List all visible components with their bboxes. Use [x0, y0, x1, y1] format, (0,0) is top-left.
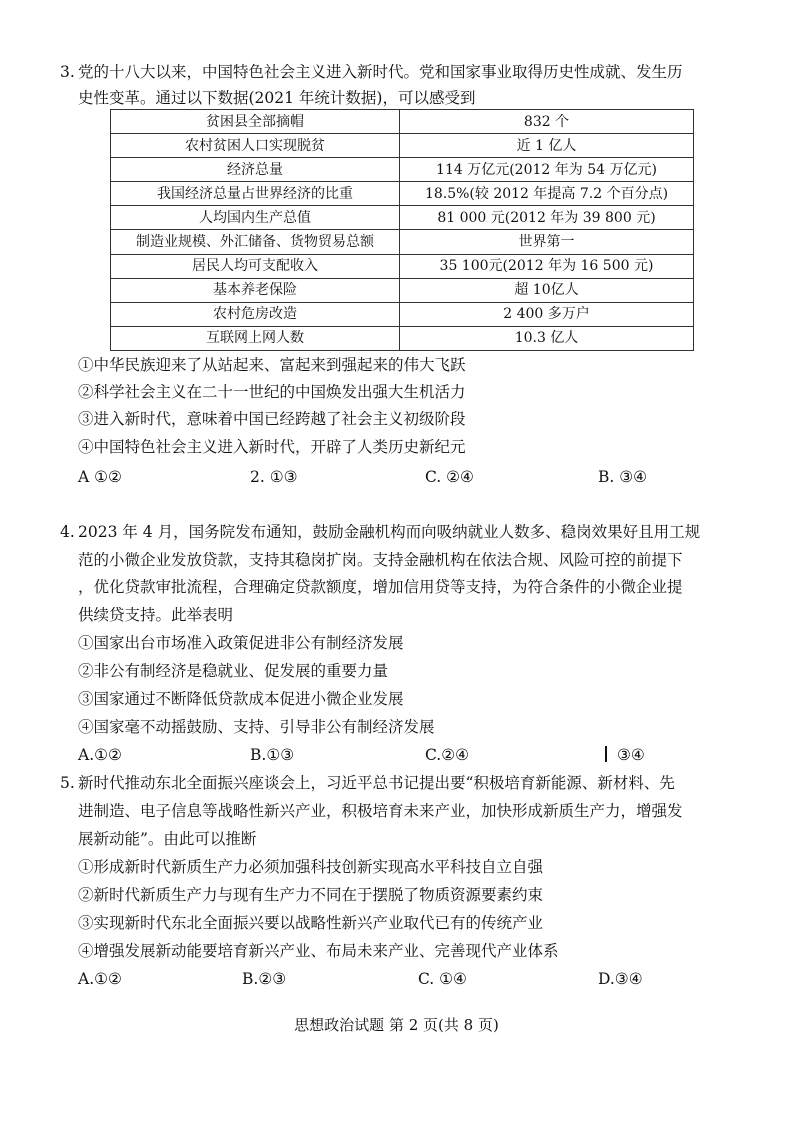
q5-option-a: A.①②	[78, 970, 122, 988]
table-cell-item: 农村贫困人口实现脱贫	[111, 134, 400, 158]
q5-option-b: B.②③	[242, 970, 287, 988]
q5-item-2: ②新时代新质生产力与现有生产力不同在于摆脱了物质资源要素约束	[78, 886, 544, 904]
q5-item-4: ④增强发展新动能要培育新兴产业、布局未来产业、完善现代产业体系	[78, 942, 559, 960]
table-row	[111, 254, 694, 278]
q4-stem-line-2: 范的小微企业发放贷款，支持其稳岗扩岗。支持金融机构在依法合规、风险可控的前提下	[78, 551, 683, 569]
table-row	[111, 158, 694, 182]
table-cell-value: 81 000 元(2012 年为 39 800 元)	[400, 206, 694, 230]
q4-item-1: ①国家出台市场准入政策促进非公有制经济发展	[78, 634, 404, 652]
table-cell-item: 制造业规模、外汇储备、货物贸易总额	[111, 230, 400, 254]
q5-number: 5.	[60, 774, 75, 792]
table-cell-value: 35 100元(2012 年为 16 500 元)	[400, 254, 694, 278]
q4-number: 4.	[60, 523, 75, 541]
table-cell-value: 18.5%(较 2012 年提高 7.2 个百分点)	[400, 182, 694, 206]
table-cell-value: 近 1 亿人	[400, 134, 694, 158]
q5-stem-line-3: 展新动能”。由此可以推断	[78, 830, 257, 848]
table-row	[111, 278, 694, 302]
q4-item-3: ③国家通过不断降低贷款成本促进小微企业发展	[78, 690, 404, 708]
table-cell-item: 经济总量	[111, 158, 400, 182]
table-cell-item: 互联网上网人数	[111, 326, 400, 350]
q3-option-2: 2. ①③	[250, 468, 298, 486]
table-cell-item: 农村危房改造	[111, 302, 400, 326]
table-cell-value: 10.3 亿人	[400, 326, 694, 350]
q3-option-b: B. ③④	[598, 468, 648, 486]
table-cell-value: 世界第一	[400, 230, 694, 254]
table-row	[111, 110, 694, 134]
q4-item-4: ④国家毫不动摇鼓励、支持、引导非公有制经济发展	[78, 718, 435, 736]
table-row	[111, 302, 694, 326]
q3-option-c: C. ②④	[425, 468, 474, 486]
table-cell-item: 居民人均可支配收入	[111, 254, 400, 278]
q3-stem-line-2: 史性变革。通过以下数据(2021 年统计数据)，可以感受到	[78, 89, 476, 107]
q3-stem-line-1: 党的十八大以来，中国特色社会主义进入新时代。党和国家事业取得历史性成就、发生历	[78, 63, 683, 81]
q5-option-c: C. ①④	[418, 970, 467, 988]
table-row	[111, 182, 694, 206]
q5-stem-line-2: 进制造、电子信息等战略性新兴产业，积极培育未来产业，加快形成新质生产力，增强发	[78, 802, 683, 820]
table-cell-item: 贫困县全部摘帽	[111, 110, 400, 134]
q4-stem-line-4: 供续贷支持。此举表明	[78, 606, 234, 624]
table-cell-value: 832 个	[400, 110, 694, 134]
q3-data-table	[110, 109, 694, 351]
q4-stem-line-1: 2023 年 4 月，国务院发布通知，鼓励金融机构而向吸纳就业人数多、稳岗效果好且用工规	[78, 523, 701, 541]
q3-option-a: A ①②	[78, 468, 122, 486]
page-footer: 思想政治试题 第 2 页(共 8 页)	[294, 1016, 499, 1034]
table-row	[111, 206, 694, 230]
q3-item-3: ③进入新时代，意味着中国已经跨越了社会主义初级阶段	[78, 410, 466, 428]
table-row	[111, 326, 694, 350]
table-row	[111, 230, 694, 254]
table-cell-item: 人均国内生产总值	[111, 206, 400, 230]
table-cell-value: 超 10亿人	[400, 278, 694, 302]
q4-option-d: ③④	[617, 746, 645, 764]
table-cell-item: 我国经济总量占世界经济的比重	[111, 182, 400, 206]
q3-number: 3.	[60, 63, 75, 81]
q5-stem-line-1: 新时代推动东北全面振兴座谈会上，习近平总书记提出要“积极培育新能源、新材料、先	[78, 774, 675, 792]
q3-item-4: ④中国特色社会主义进入新时代，开辟了人类历史新纪元	[78, 438, 466, 456]
table-cell-value: 114 万亿元(2012 年为 54 万亿元)	[400, 158, 694, 182]
q4-item-2: ②非公有制经济是稳就业、促发展的重要力量	[78, 662, 389, 680]
table-row	[111, 134, 694, 158]
table-cell-item: 基本养老保险	[111, 278, 400, 302]
q4-stem-line-3: ，优化贷款审批流程，合理确定贷款额度，增加信用贷等支持，为符合条件的小微企业提	[78, 578, 683, 596]
q3-item-1: ①中华民族迎来了从站起来、富起来到强起来的伟大飞跃	[78, 356, 466, 374]
table-cell-value: 2 400 多万户	[400, 302, 694, 326]
text-cursor	[605, 746, 607, 762]
q5-item-1: ①形成新时代新质生产力必须加强科技创新实现高水平科技自立自强	[78, 858, 544, 876]
q4-option-c: C.②④	[425, 746, 470, 764]
q5-option-d: D.③④	[598, 970, 643, 988]
q3-item-2: ②科学社会主义在二十一世纪的中国焕发出强大生机活力	[78, 383, 466, 401]
q4-option-a: A.①②	[78, 746, 122, 764]
q5-item-3: ③实现新时代东北全面振兴要以战略性新兴产业取代已有的传统产业	[78, 914, 544, 932]
q4-option-b: B.①③	[250, 746, 295, 764]
